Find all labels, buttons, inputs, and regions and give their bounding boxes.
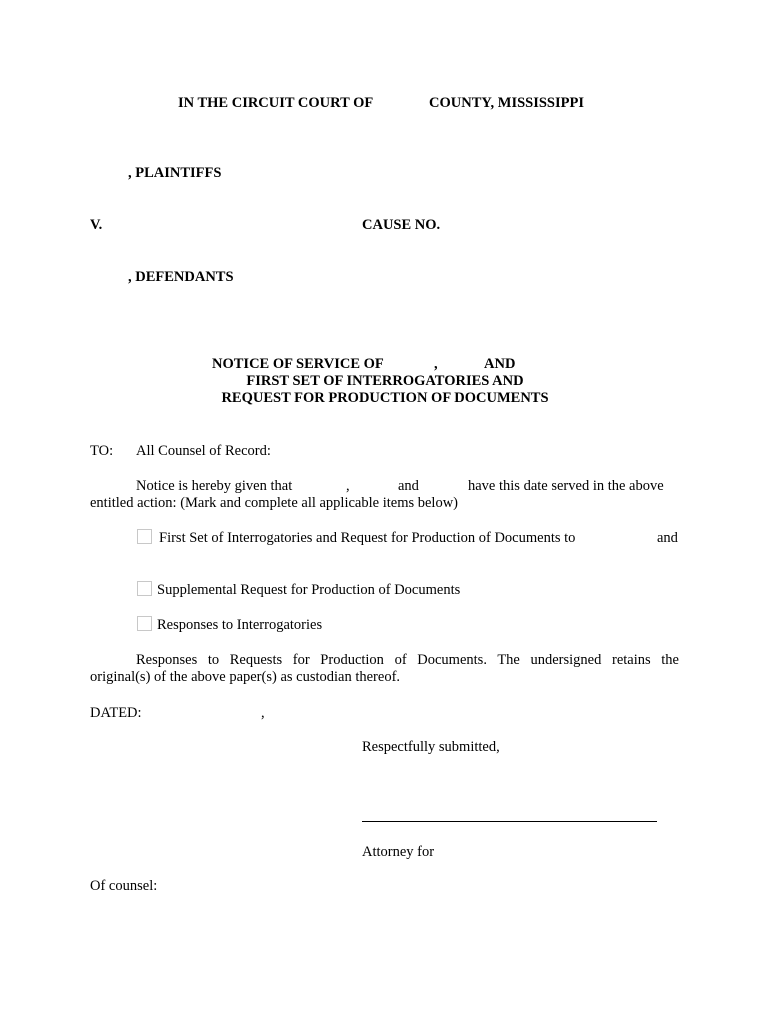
to-value: All Counsel of Record: <box>136 443 271 459</box>
defendants-label: , DEFENDANTS <box>128 269 234 285</box>
versus-label: V. <box>90 217 103 233</box>
title-line1-comma: , <box>434 356 438 372</box>
attorney-for-label: Attorney for <box>362 844 435 860</box>
item3-checkbox[interactable] <box>137 616 152 631</box>
respectfully-submitted: Respectfully submitted, <box>362 739 500 755</box>
responses-line2: original(s) of the above paper(s) as custodian thereof. <box>90 669 401 685</box>
court-heading-right: COUNTY, MISSISSIPPI <box>429 95 584 111</box>
notice-text-a: Notice is hereby given that <box>136 478 293 494</box>
title-line1-a: NOTICE OF SERVICE OF <box>212 356 384 372</box>
title-line1-b: AND <box>484 356 516 372</box>
responses-line1: Responses to Requests for Production of Documents. The undersigned retains the <box>136 652 679 668</box>
item3-text: Responses to Interrogatories <box>157 617 323 633</box>
item2-text: Supplemental Request for Production of Documents <box>157 582 461 598</box>
dated-label: DATED: <box>90 705 142 721</box>
to-label: TO: <box>90 443 114 459</box>
notice-and: and <box>398 478 419 494</box>
plaintiffs-label: , PLAINTIFFS <box>128 165 222 181</box>
notice-line2: entitled action: (Mark and complete all applicable items below) <box>90 495 459 511</box>
title-line2: FIRST SET OF INTERROGATORIES AND <box>246 373 524 389</box>
signature-line <box>362 821 657 822</box>
dated-comma: , <box>261 705 265 721</box>
notice-comma: , <box>346 478 350 494</box>
court-heading-left: IN THE CIRCUIT COURT OF <box>178 95 374 111</box>
item1-text: First Set of Interrogatories and Request for Production of Documents to <box>159 530 576 546</box>
title-line3: REQUEST FOR PRODUCTION OF DOCUMENTS <box>221 390 549 406</box>
item1-checkbox[interactable] <box>137 529 152 544</box>
of-counsel-label: Of counsel: <box>90 878 158 894</box>
item1-and: and <box>657 530 678 546</box>
notice-text-b: have this date served in the above <box>468 478 664 494</box>
cause-number-label: CAUSE NO. <box>362 217 441 233</box>
item2-checkbox[interactable] <box>137 581 152 596</box>
